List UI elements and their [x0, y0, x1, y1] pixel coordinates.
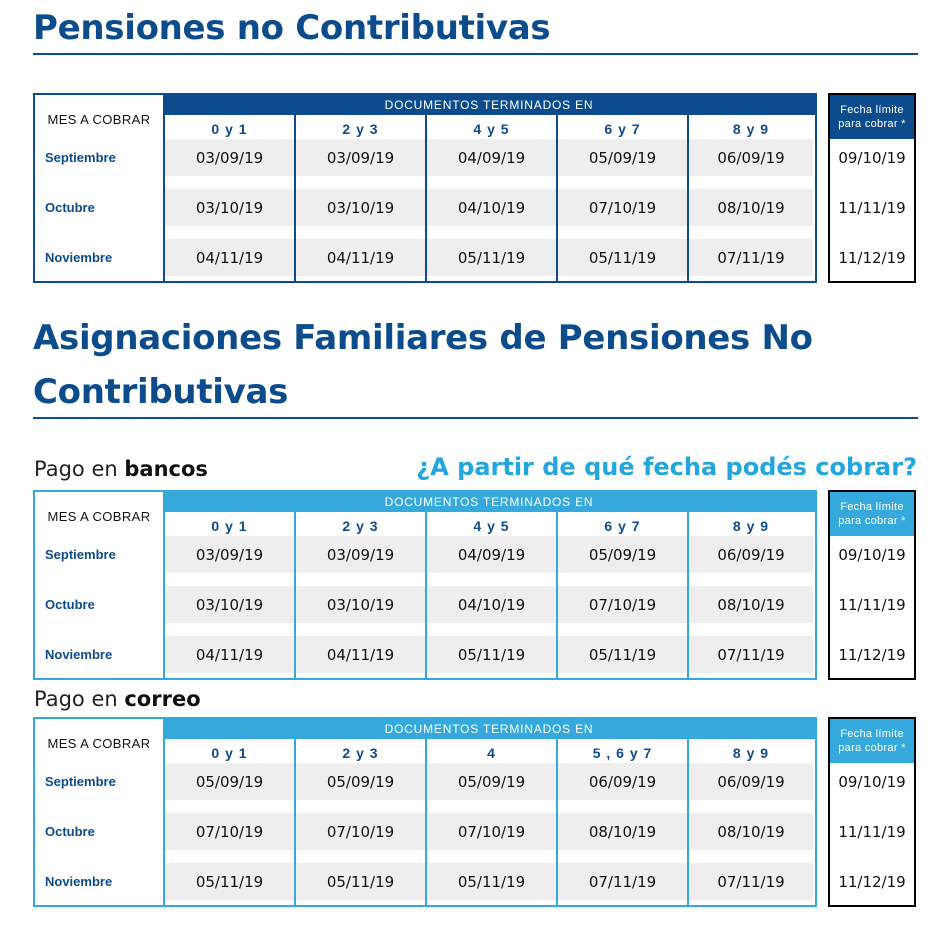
- doc-group-header: 4 y 5: [473, 121, 510, 137]
- date-cell: 03/09/19: [326, 148, 395, 167]
- date-cell: 05/11/19: [195, 872, 264, 891]
- date-cell: 08/10/19: [717, 595, 785, 614]
- date-cell: 05/09/19: [326, 772, 395, 791]
- mes-a-cobrar-header: MES A COBRAR: [47, 508, 151, 524]
- pnc-schedule-table: [33, 93, 817, 283]
- date-cell: 05/11/19: [588, 248, 657, 267]
- fecha-limite-header: Fecha límite para cobrar *: [830, 95, 914, 139]
- deadline-cell: 11/12/19: [838, 248, 906, 267]
- date-cell: 04/11/19: [326, 645, 395, 664]
- pnc-deadline-column: [828, 93, 916, 283]
- month-label: Noviembre: [45, 647, 113, 662]
- doc-group-column: [687, 512, 813, 678]
- pago-correo-label: [34, 686, 201, 712]
- date-cell: 07/11/19: [717, 872, 785, 891]
- doc-group-header: 2 y 3: [342, 121, 379, 137]
- date-cell: 05/09/19: [195, 772, 264, 791]
- month-label: Noviembre: [45, 250, 113, 265]
- documentos-terminados-header: DOCUMENTOS TERMINADOS EN: [163, 95, 815, 115]
- month-label: Noviembre: [45, 874, 113, 889]
- doc-group-header: 6 y 7: [604, 121, 641, 137]
- month-label: Septiembre: [45, 774, 116, 789]
- doc-group-header: 0 y 1: [211, 745, 248, 761]
- doc-group-header: 6 y 7: [604, 518, 641, 534]
- deadline-cell: 09/10/19: [838, 148, 906, 167]
- date-cell: 04/10/19: [457, 198, 526, 217]
- date-cell: 05/09/19: [457, 772, 526, 791]
- month-label: Octubre: [45, 200, 95, 215]
- month-column: [35, 719, 163, 905]
- deadline-cell: 11/12/19: [838, 645, 906, 664]
- date-cell: 08/10/19: [717, 198, 785, 217]
- date-cell: 05/11/19: [457, 872, 526, 891]
- deadline-cell: 11/11/19: [838, 822, 906, 841]
- fecha-limite-header: Fecha límite para cobrar *: [830, 492, 914, 536]
- pago-bancos-prefix: Pago en: [34, 457, 118, 481]
- section1-divider: [33, 53, 918, 55]
- date-cell: 03/10/19: [195, 198, 264, 217]
- doc-group-header: 2 y 3: [342, 745, 379, 761]
- deadline-cell: 09/10/19: [838, 772, 906, 791]
- date-cell: 05/09/19: [588, 148, 657, 167]
- tagline: ¿A partir de qué fecha podés cobrar?: [416, 453, 917, 481]
- date-cell: 05/11/19: [326, 872, 395, 891]
- mes-a-cobrar-header: MES A COBRAR: [47, 111, 151, 127]
- deadline-cell: 09/10/19: [838, 545, 906, 564]
- doc-group-column: [294, 512, 425, 678]
- date-cell: 06/09/19: [717, 772, 785, 791]
- doc-group-header: 4: [487, 745, 496, 761]
- doc-group-column: [163, 739, 294, 905]
- section1-title: Pensiones no Contributivas: [33, 8, 551, 48]
- doc-group-header: 2 y 3: [342, 518, 379, 534]
- doc-group-header: 8 y 9: [732, 121, 770, 137]
- date-cell: 03/09/19: [195, 148, 264, 167]
- month-label: Septiembre: [45, 150, 116, 165]
- date-cell: 07/10/19: [457, 822, 526, 841]
- month-column: [35, 95, 163, 281]
- date-cell: 03/10/19: [326, 198, 395, 217]
- date-cell: 05/11/19: [457, 248, 526, 267]
- date-cell: 06/09/19: [717, 148, 785, 167]
- doc-group-column: [294, 739, 425, 905]
- date-cell: 03/10/19: [195, 595, 264, 614]
- month-label: Octubre: [45, 824, 95, 839]
- doc-group-header: 8 y 9: [732, 518, 770, 534]
- doc-group-header: 4 y 5: [473, 518, 510, 534]
- pago-bancos-bold: bancos: [124, 457, 208, 481]
- deadline-cell: 11/12/19: [838, 872, 906, 891]
- deadline-cell: 11/11/19: [838, 595, 906, 614]
- doc-group-column: [425, 739, 556, 905]
- month-column: [35, 492, 163, 678]
- date-cell: 03/10/19: [326, 595, 395, 614]
- pago-bancos-label: [34, 456, 208, 482]
- date-cell: 07/10/19: [588, 198, 657, 217]
- date-cell: 04/09/19: [457, 545, 526, 564]
- date-cell: 07/11/19: [588, 872, 657, 891]
- date-cell: 08/10/19: [717, 822, 785, 841]
- date-cell: 06/09/19: [588, 772, 657, 791]
- pago-correo-bold: correo: [124, 687, 201, 711]
- doc-group-header: 0 y 1: [211, 121, 248, 137]
- date-cell: 04/11/19: [195, 645, 264, 664]
- date-cell: 08/10/19: [588, 822, 657, 841]
- month-label: Septiembre: [45, 547, 116, 562]
- fecha-limite-header: Fecha límite para cobrar *: [830, 719, 914, 763]
- date-cell: 07/11/19: [717, 645, 785, 664]
- date-cell: 07/10/19: [588, 595, 657, 614]
- correo-deadline-column: [828, 717, 916, 907]
- date-cell: 03/09/19: [326, 545, 395, 564]
- doc-group-column: [163, 115, 294, 281]
- month-label: Octubre: [45, 597, 95, 612]
- section2-divider: [33, 417, 918, 419]
- date-cell: 04/10/19: [457, 595, 526, 614]
- date-cell: 05/11/19: [588, 645, 657, 664]
- doc-group-column: [687, 115, 813, 281]
- doc-group-column: [687, 739, 813, 905]
- deadline-cell: 11/11/19: [838, 198, 906, 217]
- date-cell: 05/11/19: [457, 645, 526, 664]
- doc-group-column: [425, 115, 556, 281]
- doc-group-column: [556, 115, 687, 281]
- bancos-schedule-table: [33, 490, 817, 680]
- correo-schedule-table: [33, 717, 817, 907]
- date-cell: 07/10/19: [326, 822, 395, 841]
- date-cell: 04/09/19: [457, 148, 526, 167]
- date-cell: 03/09/19: [195, 545, 264, 564]
- date-cell: 04/11/19: [195, 248, 264, 267]
- doc-group-column: [294, 115, 425, 281]
- doc-group-header: 0 y 1: [211, 518, 248, 534]
- date-cell: 07/10/19: [195, 822, 264, 841]
- doc-group-header: 5 , 6 y 7: [592, 745, 653, 761]
- documentos-terminados-header: DOCUMENTOS TERMINADOS EN: [163, 492, 815, 512]
- bancos-deadline-column: [828, 490, 916, 680]
- documentos-terminados-header: DOCUMENTOS TERMINADOS EN: [163, 719, 815, 739]
- doc-group-column: [425, 512, 556, 678]
- section2-title-line2: Contributivas: [33, 372, 289, 412]
- date-cell: 06/09/19: [717, 545, 785, 564]
- section2-title-line1: Asignaciones Familiares de Pensiones No: [33, 318, 813, 358]
- doc-group-column: [556, 512, 687, 678]
- mes-a-cobrar-header: MES A COBRAR: [47, 735, 151, 751]
- date-cell: 04/11/19: [326, 248, 395, 267]
- date-cell: 05/09/19: [588, 545, 657, 564]
- date-cell: 07/11/19: [717, 248, 785, 267]
- doc-group-header: 8 y 9: [732, 745, 770, 761]
- doc-group-column: [556, 739, 687, 905]
- doc-group-column: [163, 512, 294, 678]
- pago-correo-prefix: Pago en: [34, 687, 118, 711]
